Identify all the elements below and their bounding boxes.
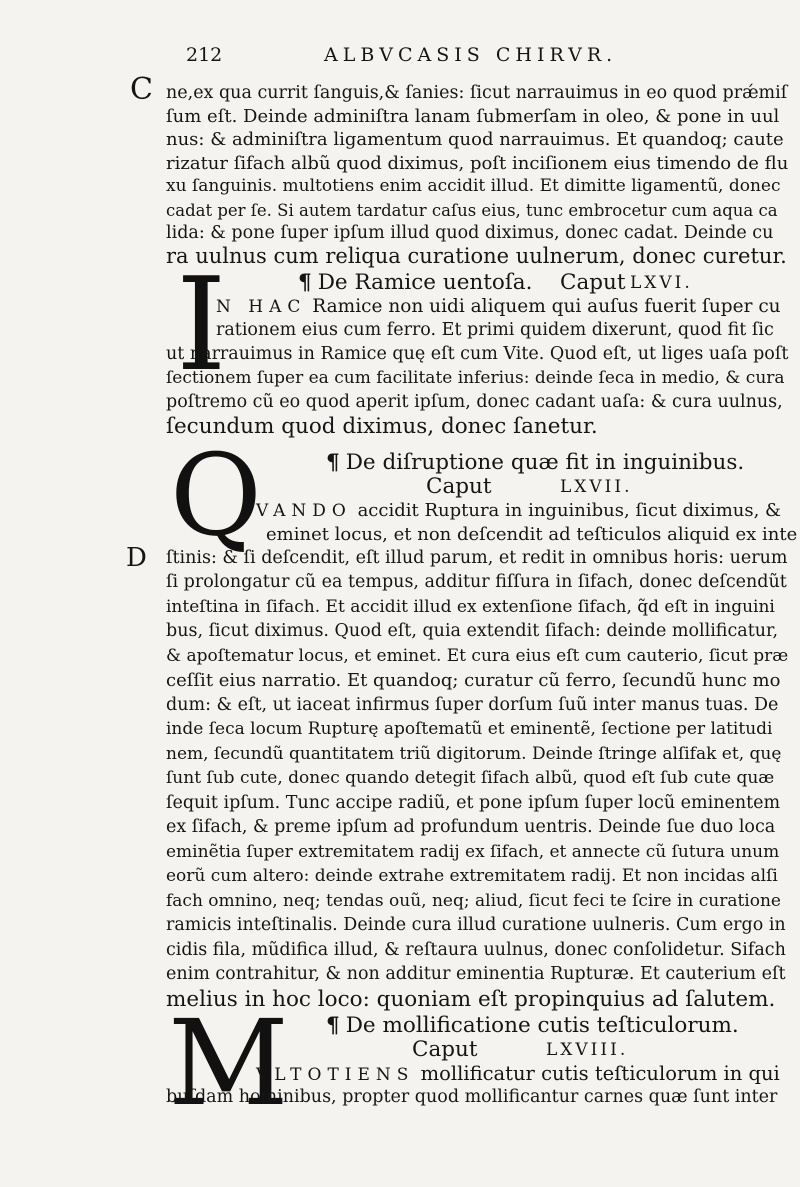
text-line: fach omnino, neq; tendas ouũ, neq; aliud, ſicut feci te ſcire in curatione [166, 891, 781, 911]
margin-letter-d: D [126, 543, 147, 573]
page-number: 212 [186, 44, 223, 66]
caput-label: Caput [412, 1037, 478, 1062]
text-line: eminẽtia ſuper extremitatem radij ex ſifach, et annecte cũ ſutura unum [166, 842, 780, 862]
text-line: eorũ cum altero: deinde extrahe extremitatem radij. Et non incidas alſi [166, 866, 778, 886]
text-line: ceſſit eius narratio. Et quandoq; curatur cũ ferro, ſecundũ hunc mo [166, 670, 781, 691]
chapter-number: LXVIII. [546, 1040, 629, 1060]
chapter-heading [326, 449, 744, 476]
pilcrow-icon: ¶ [326, 450, 340, 475]
text-line: poſtremo cũ eo quod aperit ipſum, donec cadant uaſa: & cura uulnus, [166, 392, 783, 412]
text-line: ſecundum quod diximus, donec ſanetur. [166, 414, 598, 439]
text-line: dum: & eſt, ut iaceat infirmus ſuper dorſum ſuũ inter manus tuas. De [166, 695, 779, 715]
chapter-number: LXVI. [630, 273, 693, 293]
text-line: ex ſifach, & preme ipſum ad profundum uentris. Deinde ſue duo loca [166, 817, 776, 837]
running-head [186, 44, 786, 74]
text-line: inteſtina in ſifach. Et accidit illud ex extenſione ſifach, q̃d eſt in inguini [166, 597, 775, 617]
line-text: accidit Ruptura in inguinibus, ſicut diximus, & [357, 500, 782, 521]
text-line: buſdam hominibus, propter quod mollificantur carnes quæ ſunt inter [166, 1087, 778, 1107]
text-line: & apoſtematur locus, et eminet. Et cura eius eſt cum cauterio, ſicut præ [166, 646, 789, 666]
text-line: lida: & pone ſuper ipſum illud quod diximus, donec cadat. Deinde cu [166, 223, 774, 243]
text-line: cadat per ſe. Si autem tardatur caſus eius, tunc embrocetur cum aqua ca [166, 201, 778, 220]
text-line: rizatur ſifach albũ quod diximus, poſt inciſionem eius timendo de flu [166, 153, 789, 174]
pilcrow-icon: ¶ [326, 1013, 340, 1038]
text-line: enim contrahitur, & non additur eminentia Rupturæ. Et cauterium eſt [166, 964, 786, 984]
text-line: ſum eſt. Deinde adminiſtra lanam ſubmerſam in oleo, & pone in uul [166, 106, 780, 127]
text-line: ſi prolongatur cũ ea tempus, additur fiſſura in ſifach, donec deſcendũt [166, 572, 787, 592]
drop-capital: I [176, 251, 227, 400]
text-line: ſequit ipſum. Tunc accipe radiũ, et pone ipſum ſuper locũ eminentem [166, 793, 781, 813]
drop-capital: Q [170, 431, 262, 561]
text-line: eminet locus, et non deſcendit ad teſticulos aliquid ex inte [266, 524, 798, 545]
text-line: ramicis inteſtinalis. Deinde cura illud curatione uulneris. Cum ergo in [166, 915, 786, 935]
text-line: nem, ſecundũ quantitatem triũ digitorum. Deinde ſtringe alſifak et, quę [166, 744, 782, 764]
chapter-number: LXVII. [560, 477, 633, 497]
text-line: inde ſeca locum Rupturę apoſtematũ et eminentẽ, ſectione per latitudi [166, 719, 773, 739]
text-line: ſtinis: & ſi deſcendit, eſt illud parum, et redit in omnibus horis: uerum [166, 548, 788, 568]
opening-words: N HAC [216, 297, 307, 317]
chapter-heading [326, 1012, 739, 1039]
opening-words: VLTOTIENS [256, 1065, 415, 1085]
text-line: bus, ſicut diximus. Quod eſt, quia extendit ſifach: deinde mollificatur, [166, 621, 779, 641]
running-title: ALBVCASIS CHIRVR. [324, 44, 618, 66]
heading-text: De mollificatione cutis teſticulorum. [345, 1013, 739, 1038]
text-line: ſunt ſub cute, donec quando detegit ſifach albũ, quod eſt ſub cute quæ [166, 768, 775, 788]
text-line: xu ſanguinis. multotiens enim accidit illud. Et dimitte ligamentũ, donec [166, 176, 781, 196]
opening-words: VANDO [256, 501, 352, 521]
chapter-heading [298, 269, 532, 296]
line-text: Ramice non uidi aliquem qui auſus fuerit ſuper cu [312, 296, 781, 317]
text-line: rationem eius cum ferro. Et primi quidem dixerunt, quod fit ſic [216, 320, 774, 340]
heading-text: De diſruptione quæ fit in inguinibus. [345, 450, 745, 475]
drop-capital: M [168, 994, 289, 1132]
text-line: ut narrauimus in Ramice quę eſt cum Vite. Quod eſt, ut liges uaſa poſt [166, 344, 789, 364]
text-line: cidis fila, mũdifica illud, & reſtaura uulnus, donec conſolidetur. Sifach [166, 940, 786, 960]
caput-label: Caput [426, 474, 492, 499]
text-line: nus: & adminiſtra ligamentum quod narrauimus. Et quandoq; caute [166, 129, 784, 150]
heading-text: De Ramice uentoſa. [317, 270, 533, 295]
caput-label: Caput [560, 270, 626, 295]
margin-letter-c: C [130, 72, 153, 107]
line-text: mollificatur cutis teſticulorum in qui [420, 1062, 780, 1085]
text-line: ra uulnus cum reliqua curatione uulnerum, donec curetur. [166, 244, 787, 268]
pilcrow-icon: ¶ [298, 270, 312, 295]
text-line: ſectionem ſuper ea cum facilitate inferius: deinde ſeca in medio, & cura [166, 368, 785, 388]
text-line: ne,ex qua currit ſanguis,& ſanies: ſicut narrauimus in eo quod prǽmiſ [166, 83, 788, 103]
text-line: melius in hoc loco: quoniam eſt propinquius ad ſalutem. [166, 987, 776, 1012]
